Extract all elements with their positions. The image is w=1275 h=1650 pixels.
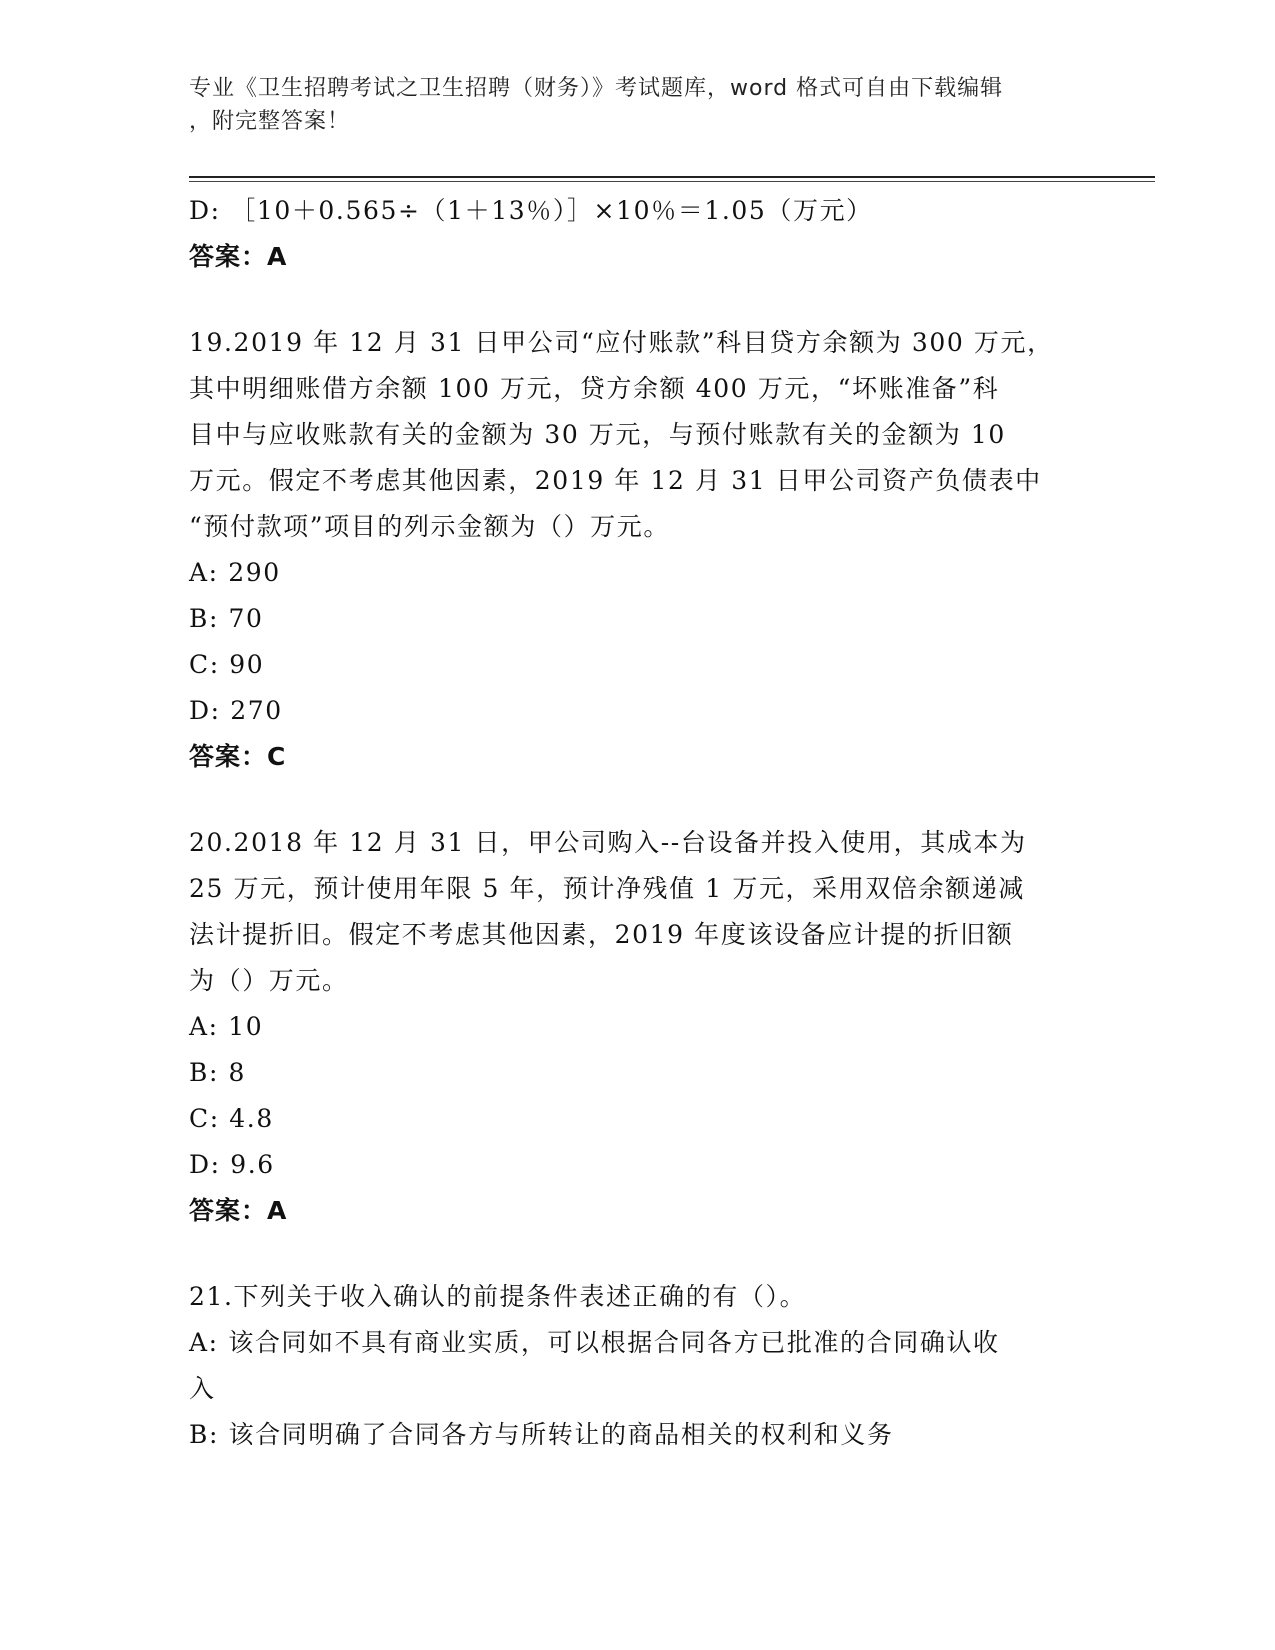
- prev-answer: 答案：A: [189, 242, 288, 271]
- question-20-option-b: B: 8: [189, 1058, 247, 1087]
- header-divider-thin: [189, 181, 1155, 182]
- question-20-line: 20.2018 年 12 月 31 日，甲公司购入--台设备并投入使用，其成本为: [189, 828, 1027, 857]
- question-19-line: “预付款项”项目的列示金额为（）万元。: [189, 512, 670, 541]
- question-20-line: 法计提折旧。假定不考虑其他因素，2019 年度该设备应计提的折旧额: [189, 920, 1014, 949]
- question-21-option-a: A: 该合同如不具有商业实质，可以根据合同各方已批准的合同确认收: [189, 1328, 1000, 1357]
- question-20-answer: 答案：A: [189, 1196, 288, 1225]
- question-20-line: 为（）万元。: [189, 966, 349, 995]
- question-20-option-a: A: 10: [189, 1012, 264, 1041]
- question-19: [189, 320, 1089, 780]
- spacer: [189, 280, 1089, 320]
- question-20-option-c: C: 4.8: [189, 1104, 274, 1133]
- question-19-answer: 答案：C: [189, 742, 287, 771]
- prev-option-d: D: ［10＋0.565÷（1＋13％）］×10％＝1.05（万元）: [189, 196, 873, 225]
- document-header: [189, 72, 1069, 138]
- question-21-line: 21.下列关于收入确认的前提条件表述正确的有（）。: [189, 1282, 807, 1311]
- question-19-line: 目中与应收账款有关的金额为 30 万元，与预付账款有关的金额为 10: [189, 420, 1006, 449]
- question-21-option-a-cont: 入: [189, 1374, 216, 1403]
- question-21: [189, 1274, 1089, 1458]
- header-line-1: 专业《卫生招聘考试之卫生招聘（财务）》考试题库，word 格式可自由下载编辑: [189, 76, 1004, 101]
- question-19-option-a: A: 290: [189, 558, 281, 587]
- header-line-2: ，附完整答案！: [189, 109, 351, 134]
- question-20: [189, 820, 1089, 1234]
- header-divider-thick: [189, 176, 1155, 178]
- question-19-line: 19.2019 年 12 月 31 日甲公司“应付账款”科目贷方余额为 300 万元，: [189, 328, 1054, 357]
- spacer: [189, 1234, 1089, 1274]
- question-19-option-d: D: 270: [189, 696, 283, 725]
- question-19-line: 万元。假定不考虑其他因素，2019 年 12 月 31 日甲公司资产负债表中: [189, 466, 1042, 495]
- question-19-option-b: B: 70: [189, 604, 264, 633]
- question-20-option-d: D: 9.6: [189, 1150, 275, 1179]
- question-20-line: 25 万元，预计使用年限 5 年，预计净残值 1 万元，采用双倍余额递减: [189, 874, 1025, 903]
- question-19-option-c: C: 90: [189, 650, 265, 679]
- spacer: [189, 780, 1089, 820]
- question-19-line: 其中明细账借方余额 100 万元，贷方余额 400 万元，“坏账准备”科: [189, 374, 1000, 403]
- document-body: [189, 188, 1089, 1458]
- question-21-option-b: B: 该合同明确了合同各方与所转让的商品相关的权利和义务: [189, 1420, 894, 1449]
